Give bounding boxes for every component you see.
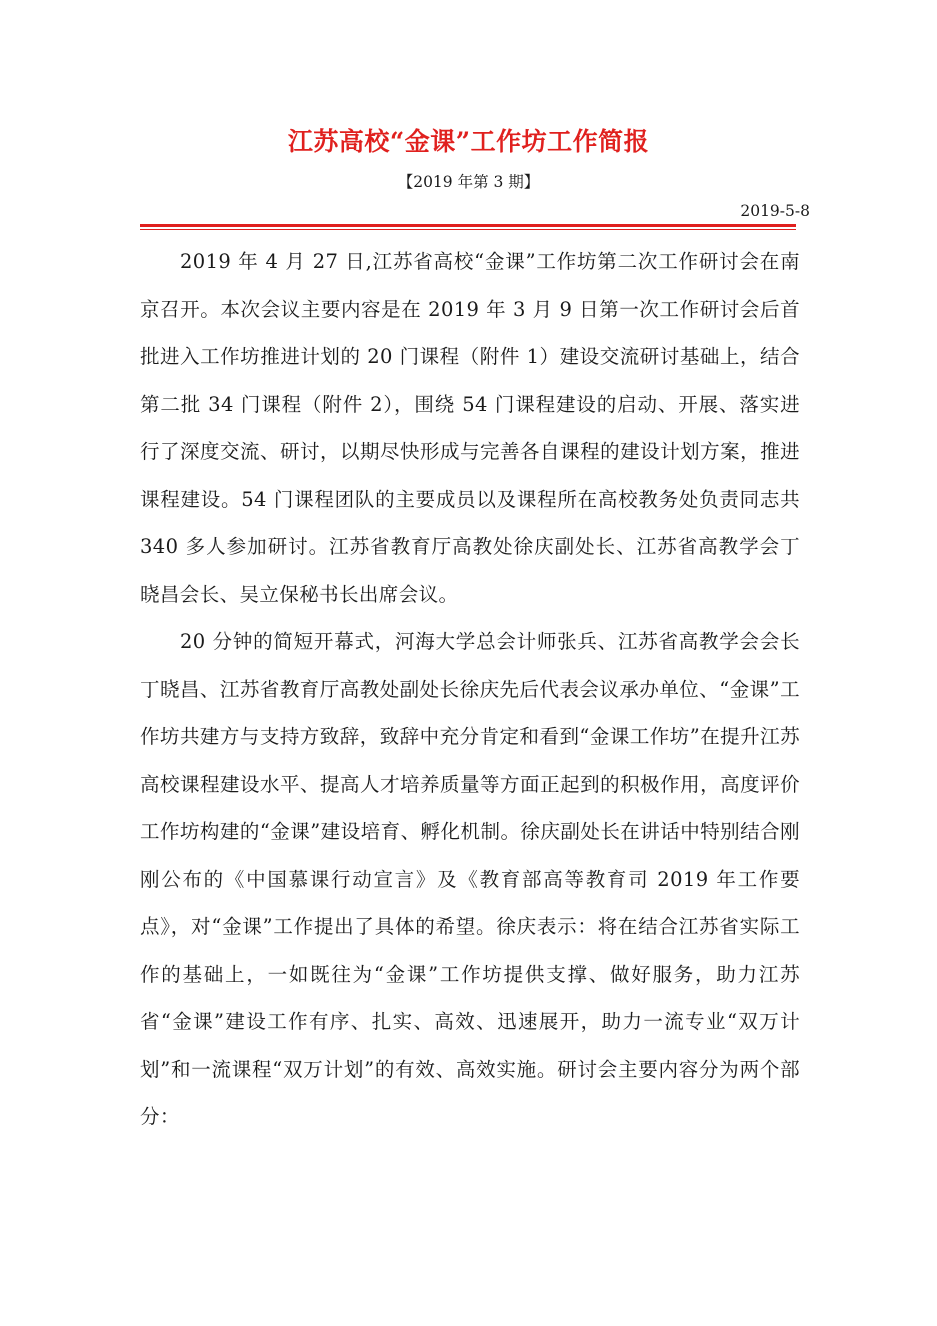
paragraph-1: 2019 年 4 月 27 日,江苏省高校“金课”工作坊第二次工作研讨会在南京召开。本次会议主要内容是在 2019 年 3 月 9 日第一次工作研讨会后首批进入工作坊推进计划的 20 门课程（附件 1）建设交流研讨基础上，结合第二批 34 门课程（附件 2），围绕 54 门课程建设的启动、开展、落实进行了深度交流、研讨，以期尽快形成与完善各自课程的建设计划方案，推进课程建设。54 门课程团队的主要成员以及课程所在高校教务处负责同志共 340 多人参加研讨。江苏省教育厅高教处徐庆副处长、江苏省高教学会丁晓昌会长、吴立保秘书长出席会议。 bbox=[140, 250, 800, 606]
body-text bbox=[140, 238, 800, 1141]
issue-number: 【2019 年第 3 期】 bbox=[397, 173, 540, 191]
header-divider-thin bbox=[140, 229, 796, 230]
paragraph-2: 20 分钟的简短开幕式，河海大学总会计师张兵、江苏省高教学会会长丁晓昌、江苏省教育厅高教处副处长徐庆先后代表会议承办单位、“金课”工作坊共建方与支持方致辞，致辞中充分肯定和看到“金课工作坊”在提升江苏高校课程建设水平、提高人才培养质量等方面正起到的积极作用，高度评价工作坊构建的“金课”建设培育、孵化机制。徐庆副处长在讲话中特别结合刚刚公布的《中国慕课行动宣言》及《教育部高等教育司 2019 年工作要点》，对“金课”工作提出了具体的希望。徐庆表示：将在结合江苏省实际工作的基础上，一如既往为“金课”工作坊提供支撑、做好服务，助力江苏省“金课”建设工作有序、扎实、高效、迅速展开，助力一流专业“双万计划”和一流课程“双万计划”的有效、高效实施。研讨会主要内容分为两个部分： bbox=[140, 630, 800, 1128]
header-divider-thick bbox=[140, 224, 796, 227]
document-title: 江苏高校“金课”工作坊工作简报 bbox=[287, 127, 650, 156]
publish-date: 2019-5-8 bbox=[740, 202, 810, 220]
